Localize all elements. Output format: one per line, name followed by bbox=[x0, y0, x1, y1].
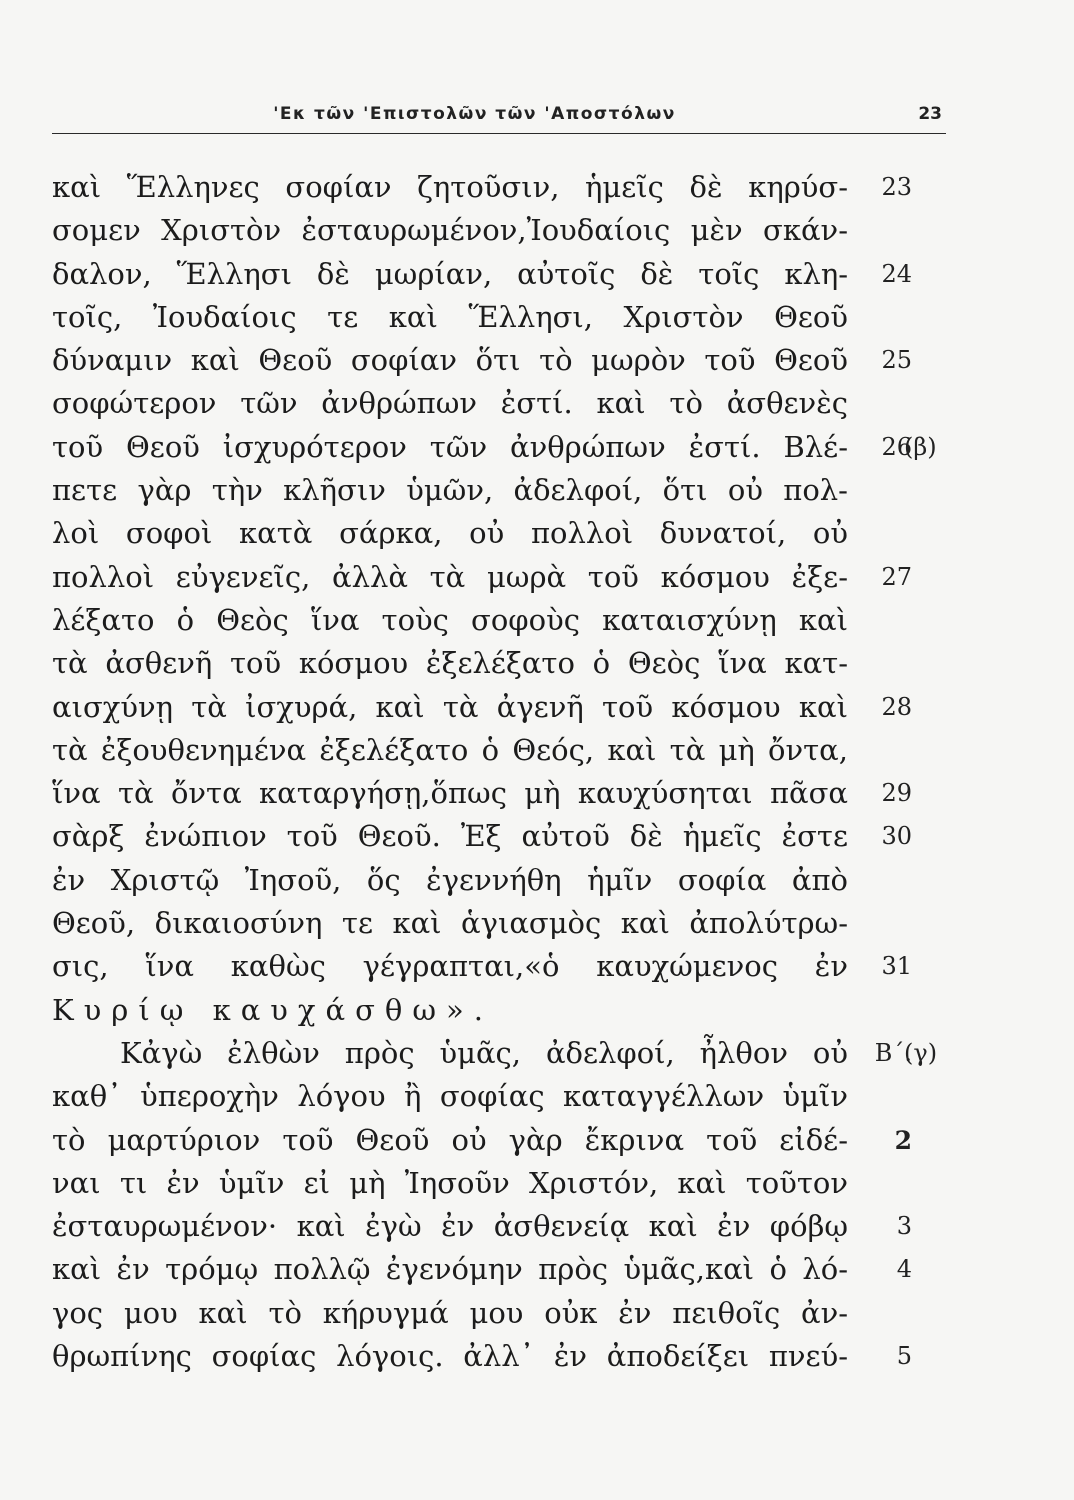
text-line bbox=[0, 729, 1074, 772]
line-text: σὰρξ ἐνώπιον τοῦ Θεοῦ. Ἐξ αὐτοῦ δὲ ἡμεῖς ἐστε bbox=[52, 819, 848, 854]
page-number: 23 bbox=[918, 104, 942, 124]
running-title: 'Eκ τῶν 'Επιστολῶν τῶν 'Αποστόλων bbox=[273, 104, 676, 124]
text-line bbox=[0, 859, 1074, 902]
text-line bbox=[0, 1248, 1074, 1291]
text-line bbox=[0, 989, 1074, 1032]
verse-number: 5 bbox=[896, 1342, 912, 1371]
verse-number: 25 bbox=[881, 346, 912, 375]
line-text: σομεν Χριστὸν ἐσταυρωμένον,Ἰουδαίοις μὲν σκάν- bbox=[52, 213, 848, 248]
text-line bbox=[0, 1292, 1074, 1335]
line-text: Κἀγὼ ἐλθὼν πρὸς ὑμᾶς, ἀδελφοί, ἦλθον οὐ bbox=[120, 1035, 848, 1070]
line-text: τοῖς, Ἰουδαίοις τε καὶ Ἕλλησι, Χριστὸν Θεοῦ bbox=[52, 299, 848, 334]
text-line bbox=[0, 512, 1074, 555]
verse-number: 28 bbox=[881, 692, 912, 721]
line-text: δύναμιν καὶ Θεοῦ σοφίαν ὅτι τὸ μωρὸν τοῦ Θεοῦ bbox=[52, 343, 848, 378]
line-text: καὶ ἐν τρόμῳ πολλῷ ἐγενόμην πρὸς ὑμᾶς,καὶ ὁ λό- bbox=[52, 1252, 848, 1287]
line-text: ἐσταυρωμένον· καὶ ἐγὼ ἐν ἀσθενείᾳ καὶ ἐν φόβῳ bbox=[52, 1209, 848, 1244]
text-line bbox=[0, 1205, 1074, 1248]
text-block bbox=[0, 166, 1074, 1378]
line-text: πετε γὰρ τὴν κλῆσιν ὑμῶν, ἀδελφοί, ὅτι οὐ πολ- bbox=[52, 473, 848, 508]
line-text: Κυρίῳ καυχάσθω». bbox=[52, 992, 493, 1027]
line-text: αισχύνῃ τὰ ἰσχυρά, καὶ τὰ ἀγενῆ τοῦ κόσμου καὶ bbox=[52, 689, 848, 724]
line-text: σοφώτερον τῶν ἀνθρώπων ἐστί. καὶ τὸ ἀσθενὲς bbox=[52, 386, 848, 421]
line-text: δαλον, Ἕλλησι δὲ μωρίαν, αὐτοῖς δὲ τοῖς κλη- bbox=[52, 256, 848, 291]
line-text: σις, ἵνα καθὼς γέγραπται,«ὁ καυχώμενος ἐν bbox=[52, 949, 848, 984]
text-line bbox=[0, 902, 1074, 945]
header-rule bbox=[52, 133, 946, 134]
verse-number: 2 bbox=[894, 1125, 912, 1155]
text-line bbox=[0, 1032, 1074, 1075]
text-line bbox=[0, 686, 1074, 729]
text-line bbox=[0, 599, 1074, 642]
verse-number: 31 bbox=[881, 952, 912, 981]
text-line bbox=[0, 1162, 1074, 1205]
running-header bbox=[52, 100, 944, 134]
text-line bbox=[0, 339, 1074, 382]
text-line bbox=[0, 253, 1074, 296]
verse-number: 26 bbox=[881, 432, 912, 461]
line-text: ἐν Χριστῷ Ἰησοῦ, ὅς ἐγεννήθη ἡμῖν σοφία ἀπὸ bbox=[52, 862, 848, 897]
text-line bbox=[0, 426, 1074, 469]
text-line bbox=[0, 772, 1074, 815]
line-text: καθ᾽ ὑπεροχὴν λόγου ἢ σοφίας καταγγέλλων ὑμῖν bbox=[52, 1079, 848, 1114]
text-line bbox=[0, 1075, 1074, 1118]
verse-number: 3 bbox=[896, 1212, 912, 1241]
verse-number: 24 bbox=[881, 259, 912, 288]
line-text: λέξατο ὁ Θεὸς ἵνα τοὺς σοφοὺς καταισχύνῃ καὶ bbox=[52, 602, 848, 637]
text-line bbox=[0, 382, 1074, 425]
text-line bbox=[0, 296, 1074, 339]
text-line bbox=[0, 815, 1074, 858]
line-text: τὰ ἀσθενῆ τοῦ κόσμου ἐξελέξατο ὁ Θεὸς ἵνα κατ- bbox=[52, 646, 848, 681]
section-marker: (γ) bbox=[904, 1038, 938, 1067]
text-line bbox=[0, 209, 1074, 252]
verse-number: 30 bbox=[881, 822, 912, 851]
line-text: πολλοὶ εὐγενεῖς, ἀλλὰ τὰ μωρὰ τοῦ κόσμου ἐξε- bbox=[52, 559, 848, 594]
text-line bbox=[0, 945, 1074, 988]
verse-number: 29 bbox=[881, 779, 912, 808]
text-line bbox=[0, 1335, 1074, 1378]
text-line bbox=[0, 469, 1074, 512]
line-text: γος μου καὶ τὸ κήρυγμά μου οὐκ ἐν πειθοῖς ἀν- bbox=[52, 1295, 848, 1330]
section-marker: (β) bbox=[904, 432, 937, 461]
line-text: καὶ Ἕλληνες σοφίαν ζητοῦσιν, ἡμεῖς δὲ κηρύσ- bbox=[52, 170, 848, 204]
text-line bbox=[0, 642, 1074, 685]
line-text: τὰ ἐξουθενημένα ἐξελέξατο ὁ Θεός, καὶ τὰ μὴ ὄντα, bbox=[52, 732, 848, 767]
verse-number: Β΄. bbox=[874, 1038, 912, 1067]
line-text: τὸ μαρτύριον τοῦ Θεοῦ οὐ γὰρ ἔκρινα τοῦ εἰδέ- bbox=[52, 1122, 848, 1157]
text-line bbox=[0, 556, 1074, 599]
line-text: τοῦ Θεοῦ ἰσχυρότερον τῶν ἀνθρώπων ἐστί. Βλέ- bbox=[52, 429, 848, 464]
line-text: θρωπίνης σοφίας λόγοις. ἀλλ᾽ ἐν ἀποδείξει πνεύ- bbox=[52, 1339, 848, 1374]
verse-number: 27 bbox=[881, 562, 912, 591]
line-text: λοὶ σοφοὶ κατὰ σάρκα, οὐ πολλοὶ δυνατοί, οὐ bbox=[52, 516, 848, 551]
line-text: ναι τι ἐν ὑμῖν εἰ μὴ Ἰησοῦν Χριστόν, καὶ τοῦτον bbox=[52, 1165, 848, 1200]
verse-number: 4 bbox=[896, 1255, 912, 1284]
line-text: ἵνα τὰ ὄντα καταργήσῃ,ὅπως μὴ καυχύσηται πᾶσα bbox=[52, 776, 848, 811]
text-line bbox=[0, 166, 1074, 209]
text-line bbox=[0, 1119, 1074, 1162]
verse-number: 23 bbox=[881, 173, 912, 201]
line-text: Θεοῦ, δικαιοσύνη τε καὶ ἁγιασμὸς καὶ ἀπολύτρω- bbox=[52, 906, 848, 941]
